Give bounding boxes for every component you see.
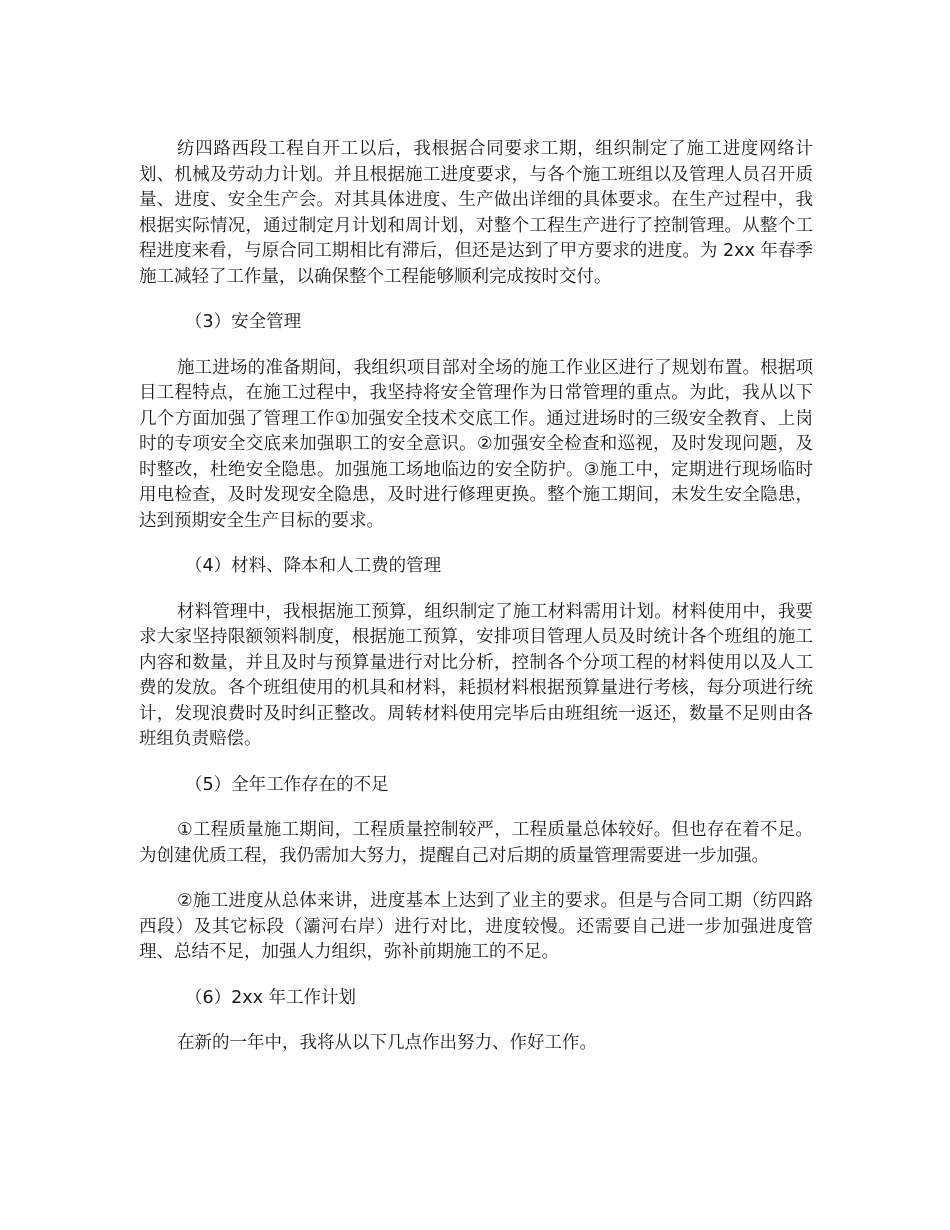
paragraph-progress-shortcoming: ②施工进度从总体来讲，进度基本上达到了业主的要求。但是与合同工期（纺四路西段）及其它标段（灞河右岸）进行对比，进度较慢。还需要自己进一步加强进度管理、总结不足，加强人力组织，弥补前期施工的不足。 bbox=[139, 891, 813, 962]
heading-materials-cost-labor: （4）材料、降本和人工费的管理 bbox=[185, 556, 442, 576]
paragraph-progress-management: 纺四路西段工程自开工以后，我根据合同要求工期，组织制定了施工进度网络计划、机械及劳动力计划。并且根据施工进度要求，与各个施工班组以及管理人员召开质量、进度、安全生产会。对其具体进度、生产做出详细的具体要求。在生产过程中，我根据实际情况，通过制定月计划和周计划，对整个工程生产进行了控制管理。从整个工程进度来看，与原合同工期相比有滞后，但还是达到了甲方要求的进度。为 2xx 年春季施工减轻了工作量，以确保整个工程能够顺利完成按时交付。 bbox=[139, 139, 813, 287]
document-body bbox=[139, 137, 813, 1077]
heading-safety-management: （3）安全管理 bbox=[185, 312, 302, 332]
heading-work-plan: （6）2xx 年工作计划 bbox=[185, 987, 357, 1008]
paragraph-quality-shortcoming: ①工程质量施工期间，工程质量控制较严，工程质量总体较好。但也存在着不足。为创建优质工程，我仍需加大努力，提醒自己对后期的质量管理需要进一步加强。 bbox=[139, 820, 813, 866]
paragraph-work-plan-intro: 在新的一年中，我将从以下几点作出努力、作好工作。 bbox=[177, 1033, 597, 1053]
heading-shortcomings: （5）全年工作存在的不足 bbox=[185, 774, 389, 795]
paragraph-materials-cost-labor: 材料管理中，我根据施工预算，组织制定了施工材料需用计划。材料使用中，我要求大家坚持限额领料制度，根据施工预算，安排项目管理人员及时统计各个班组的施工内容和数量，并且及时与预算量进行对比分析，控制各个分项工程的材料使用以及人工费的发放。各个班组使用的机具和材料，耗损材料根据预算量进行考核，每分项进行统计，发现浪费时及时纠正整改。周转材料使用完毕后由班组统一返还，数量不足则由各班组负责赔偿。 bbox=[139, 601, 813, 749]
paragraph-safety-management: 施工进场的准备期间，我组织项目部对全场的施工作业区进行了规划布置。根据项目工程特点，在施工过程中，我坚持将安全管理作为日常管理的重点。为此，我从以下几个方面加强了管理工作①加强安全技术交底工作。通过进场时的三级安全教育、上岗时的专项安全交底来加强职工的安全意识。②加强安全检查和巡视，及时发现问题，及时整改，杜绝安全隐患。加强施工场地临边的安全防护。③施工中，定期进行现场临时用电检查，及时发现安全隐患，及时进行修理更换。整个施工期间，未发生安全隐患，达到预期安全生产目标的要求。 bbox=[139, 357, 813, 531]
